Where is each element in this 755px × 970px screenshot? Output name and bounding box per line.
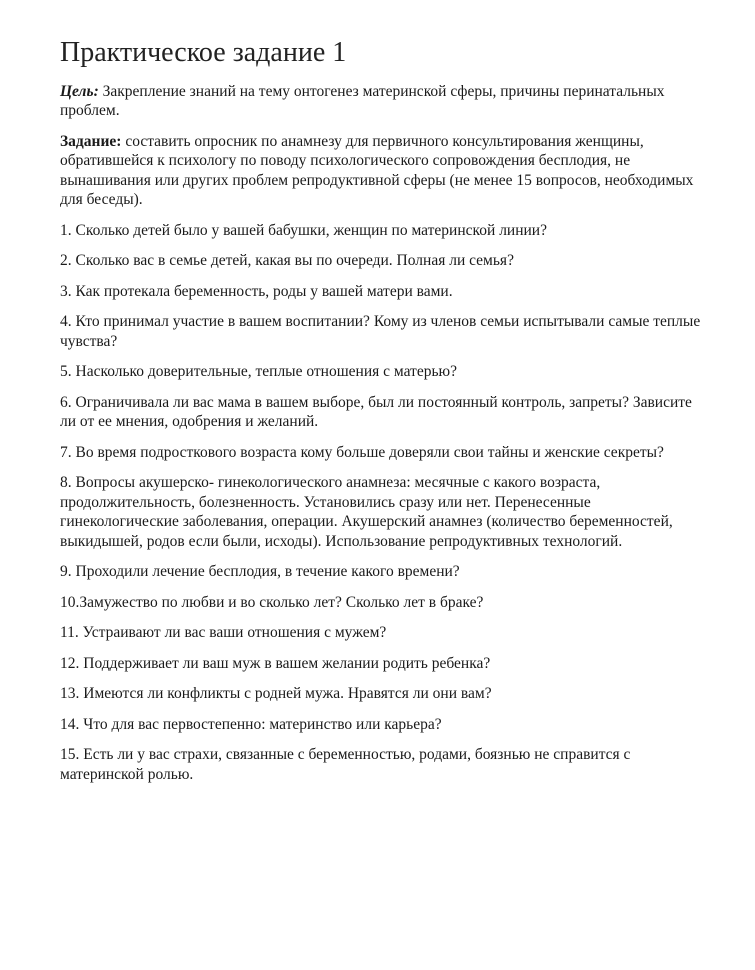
goal-paragraph <box>60 82 710 121</box>
question-item: 9. Проходили лечение бесплодия, в течение какого времени? <box>60 563 460 581</box>
question-item: 5. Насколько доверительные, теплые отношения с матерью? <box>60 363 457 381</box>
question-item: 13. Имеются ли конфликты с родней мужа. Нравятся ли они вам? <box>60 685 492 703</box>
question-item: 7. Во время подросткового возраста кому больше доверяли свои тайны и женские секреты? <box>60 443 664 461</box>
question-item: 2. Сколько вас в семье детей, какая вы по очереди. Полная ли семья? <box>60 252 514 270</box>
question-item: 11. Устраивают ли вас ваши отношения с мужем? <box>60 624 387 642</box>
question-item: 10.Замужество по любви и во сколько лет? Сколько лет в браке? <box>60 593 484 611</box>
question-item: 15. Есть ли у вас страхи, связанные с беременностью, родами, боязнью не справится с материнской ролью. <box>60 746 631 783</box>
task-text: составить опросник по анамнезу для первичного консультирования женщины, обратившейся к психологу по поводу психологического сопровождения бесплодия, не вынашивания или других проблем репродуктивной сферы (не менее 15 вопросов, необходимых для беседы). <box>60 132 694 209</box>
question-item: 1. Сколько детей было у вашей бабушки, женщин по материнской линии? <box>60 221 547 239</box>
document-title: Практическое задание 1 <box>60 37 347 68</box>
task-label: Задание: <box>60 132 122 150</box>
goal-label: Цель: <box>60 82 99 100</box>
question-item: 8. Вопросы акушерско- гинекологического анамнеза: месячные с какого возраста, продолжительность, болезненность. Установились сразу или нет. Перенесенные гинекологические заболевания, операции. Акушерский анамнез (количество беременностей, выкидышей, родов если были, исходы). Использование репродуктивных технологий. <box>60 474 673 550</box>
question-item: 6. Ограничивала ли вас мама в вашем выборе, был ли постоянный контроль, запреты? Зависите ли от ее мнения, одобрения и желаний. <box>60 393 692 431</box>
question-item: 4. Кто принимал участие в вашем воспитании? Кому из членов семьи испытывали самые теплые чувства? <box>60 313 701 350</box>
goal-text: Закрепление знаний на тему онтогенез материнской сферы, причины перинатальных проблем. <box>60 82 665 120</box>
question-item: 14. Что для вас первостепенно: материнство или карьера? <box>60 715 442 733</box>
question-item: 3. Как протекала беременность, роды у вашей матери вами. <box>60 282 453 300</box>
question-item: 12. Поддерживает ли ваш муж в вашем желании родить ребенка? <box>60 654 491 672</box>
task-paragraph <box>60 132 710 210</box>
document-page <box>60 36 710 795</box>
